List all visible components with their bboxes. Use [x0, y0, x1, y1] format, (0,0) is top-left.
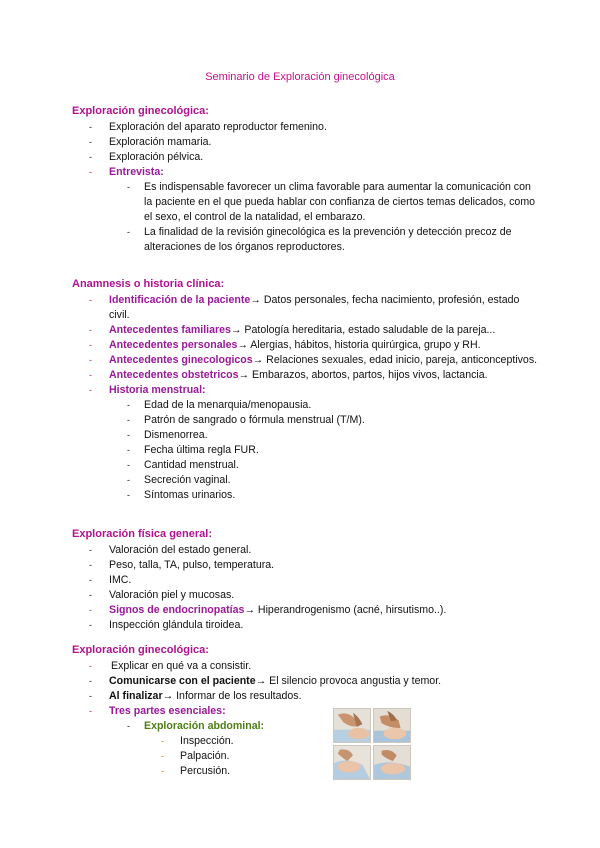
- dash-bullet-icon: -: [127, 445, 130, 455]
- dash-bullet-icon: -: [89, 545, 92, 555]
- dash-bullet-icon: -: [127, 721, 130, 731]
- section-exploracion-fisica: [72, 527, 542, 633]
- list-item: - Es indispensable favorecer un clima favorable para aumentar la comunicación con la paciente en el que pueda hablar con confianza de ciertos temas delicados, como el sexo, el control de la natalidad, el embarazo.: [127, 181, 536, 223]
- dash-bullet-icon: -: [89, 137, 92, 147]
- dash-bullet-icon: -: [161, 751, 164, 761]
- dash-bullet-icon: -: [89, 355, 92, 365]
- list-item: - Patrón de sangrado o fórmula menstrual (T/M).: [127, 414, 365, 426]
- list-item: - Percusión.: [161, 765, 231, 777]
- dash-bullet-icon: -: [127, 182, 130, 192]
- list-item: - Edad de la menarquia/menopausia.: [127, 399, 312, 411]
- list-item: - Al finalizar→ Informar de los resultados.: [89, 690, 302, 702]
- list-item: - Dismenorrea.: [127, 429, 208, 441]
- list-item: - Inspección.: [161, 735, 234, 747]
- bullet-list: [72, 293, 542, 503]
- list-item: - Signos de endocrinopatías→ Hiperandrogenismo (acné, hirsutismo..).: [89, 604, 447, 616]
- list-item: - Exploración mamaria.: [89, 136, 212, 148]
- list-item: - La finalidad de la revisión ginecológica es la prevención y detección precoz de alteraciones de los órganos reproductores.: [127, 226, 512, 253]
- dash-bullet-icon: -: [89, 370, 92, 380]
- dash-bullet-icon: -: [161, 736, 164, 746]
- section-exploracion-ginecologica-2: [72, 643, 542, 779]
- section-heading: Anamnesis o historia clínica:: [72, 278, 225, 290]
- dash-bullet-icon: -: [127, 475, 130, 485]
- bullet-list: [72, 543, 542, 633]
- list-item: - Antecedentes ginecologicos→ Relaciones sexuales, edad inicio, pareja, anticonceptivos.: [89, 354, 538, 366]
- dash-bullet-icon: -: [89, 605, 92, 615]
- dash-bullet-icon: -: [89, 620, 92, 630]
- section-heading: Exploración ginecológica:: [72, 105, 209, 117]
- dash-bullet-icon: -: [89, 152, 92, 162]
- dash-bullet-icon: -: [89, 706, 92, 716]
- list-item-exploracion-abdominal: - Exploración abdominal:: [127, 720, 265, 732]
- dash-bullet-icon: -: [89, 661, 92, 671]
- dash-bullet-icon: -: [89, 295, 92, 305]
- list-item: - Síntomas urinarios.: [127, 489, 236, 501]
- exam-photo-percussion: [333, 745, 371, 780]
- dash-bullet-icon: -: [89, 385, 92, 395]
- dash-bullet-icon: -: [89, 340, 92, 350]
- section-exploracion-ginecologica: [72, 104, 542, 255]
- list-item: - Comunicarse con el paciente→ El silencio provoca angustia y temor.: [89, 675, 442, 687]
- list-item-tres-partes: - Tres partes esenciales:: [89, 705, 226, 717]
- dash-bullet-icon: -: [89, 590, 92, 600]
- bullet-list: [72, 120, 542, 255]
- list-item: - Exploración pélvica.: [89, 151, 204, 163]
- dash-bullet-icon: -: [89, 691, 92, 701]
- list-item-entrevista: - Entrevista:: [89, 166, 164, 178]
- list-item: - IMC.: [89, 574, 132, 586]
- section-heading: Exploración física general:: [72, 528, 212, 540]
- dash-bullet-icon: -: [89, 167, 92, 177]
- dash-bullet-icon: -: [89, 575, 92, 585]
- dash-bullet-icon: -: [127, 400, 130, 410]
- dash-bullet-icon: -: [161, 766, 164, 776]
- dash-bullet-icon: -: [127, 460, 130, 470]
- list-item-historia-menstrual: - Historia menstrual:: [89, 384, 206, 396]
- list-item: - Antecedentes obstetricos→ Embarazos, abortos, partos, hijos vivos, lactancia.: [89, 369, 488, 381]
- list-item: - Fecha última regla FUR.: [127, 444, 259, 456]
- dash-bullet-icon: -: [127, 430, 130, 440]
- list-item: - Cantidad menstrual.: [127, 459, 239, 471]
- list-item: - Identificación de la paciente→ Datos personales, fecha nacimiento, profesión, estado civil.: [89, 294, 520, 321]
- dash-bullet-icon: -: [89, 122, 92, 132]
- list-item: - Exploración del aparato reproductor femenino.: [89, 121, 327, 133]
- dash-bullet-icon: -: [127, 415, 130, 425]
- list-item: - Valoración piel y mucosas.: [89, 589, 235, 601]
- exam-photo-auscultation: [373, 745, 411, 780]
- dash-bullet-icon: -: [89, 560, 92, 570]
- list-item: - Palpación.: [161, 750, 230, 762]
- page-title: Seminario de Exploración ginecológica: [205, 71, 395, 83]
- dash-bullet-icon: -: [127, 490, 130, 500]
- list-item: - Peso, talla, TA, pulso, temperatura.: [89, 559, 275, 571]
- section-heading: Exploración ginecológica:: [72, 644, 209, 656]
- dash-bullet-icon: -: [89, 325, 92, 335]
- exam-photo-inspection: [333, 708, 371, 743]
- dash-bullet-icon: -: [127, 227, 130, 237]
- exam-photo-palpation: [373, 708, 411, 743]
- abdominal-exam-photo-grid: [333, 708, 411, 780]
- list-item: - Antecedentes familiares→ Patología hereditaria, estado saludable de la pareja...: [89, 324, 496, 336]
- list-item: - Secreción vaginal.: [127, 474, 231, 486]
- section-anamnesis: [72, 277, 542, 503]
- dash-bullet-icon: -: [89, 676, 92, 686]
- list-item: - Explicar en qué va a consistir.: [89, 660, 252, 672]
- list-item: - Valoración del estado general.: [89, 544, 252, 556]
- list-item: - Antecedentes personales→ Alergias, hábitos, historia quirúrgica, grupo y RH.: [89, 339, 481, 351]
- bullet-list: [72, 659, 542, 779]
- list-item: - Inspección glándula tiroidea.: [89, 619, 244, 631]
